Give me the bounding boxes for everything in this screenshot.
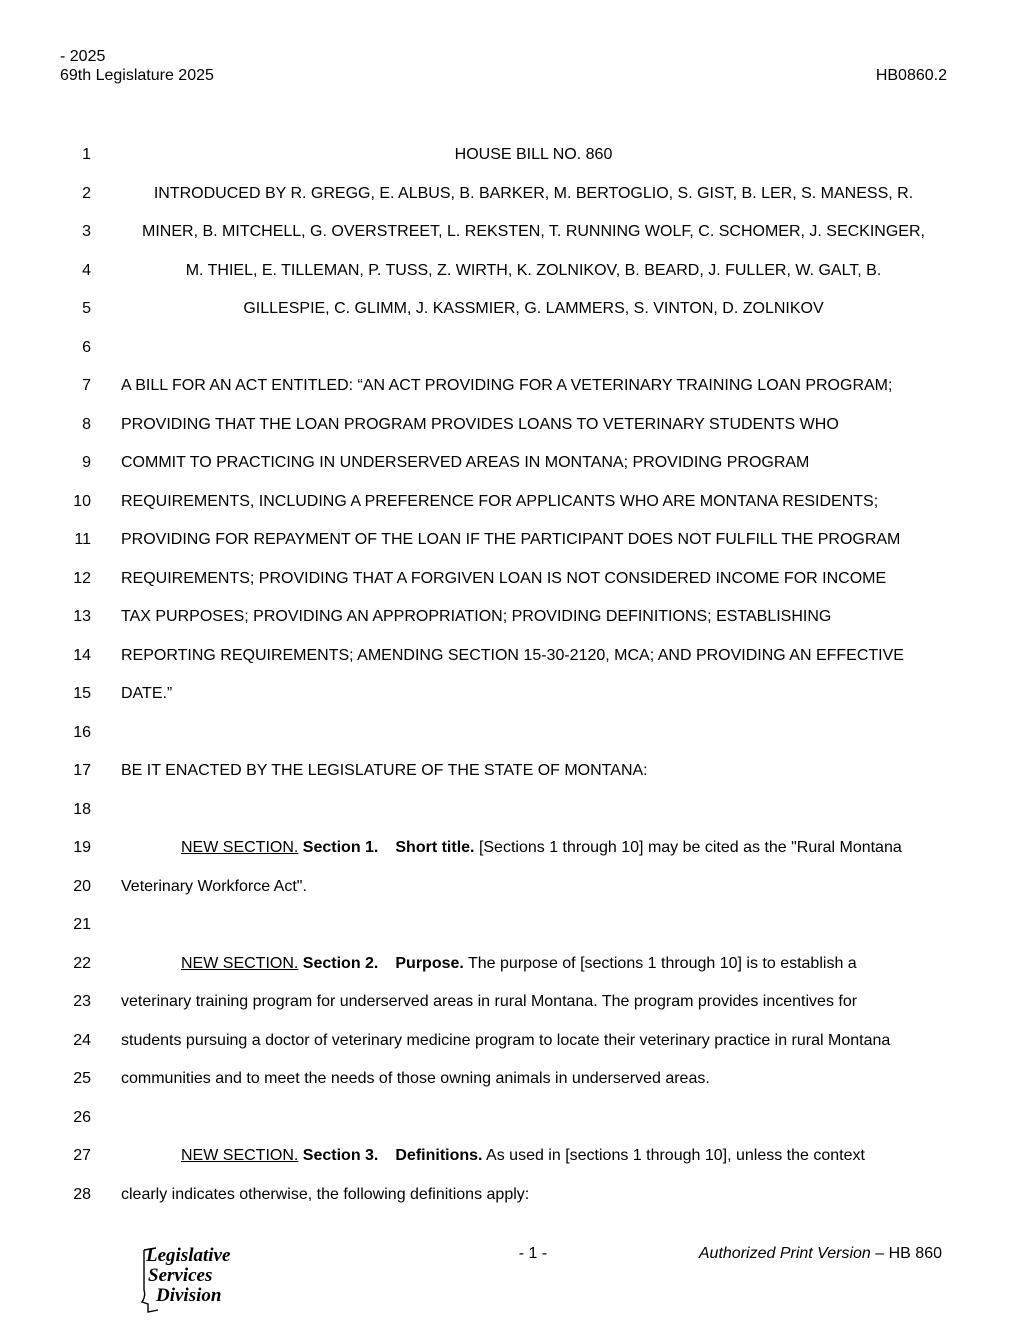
section-heading: Short title. — [395, 839, 475, 856]
line-text: DATE.” — [121, 685, 173, 702]
document-line — [0, 607, 1024, 645]
line-text: COMMIT TO PRACTICING IN UNDERSERVED AREAS IN MONTANA; PROVIDING PROGRAM — [121, 454, 810, 471]
line-number: 17 — [73, 762, 91, 779]
footer-dash: – — [875, 1245, 885, 1262]
document-line — [0, 1031, 1024, 1069]
section-heading: Purpose. — [395, 954, 464, 972]
document-line — [0, 492, 1024, 530]
line-number: 18 — [73, 800, 91, 818]
line-text: HOUSE BILL NO. 860 — [454, 146, 613, 163]
line-number: 11 — [74, 531, 91, 548]
line-number: 19 — [73, 839, 91, 856]
line-text: BE IT ENACTED BY THE LEGISLATURE OF THE STATE OF MONTANA: — [121, 762, 648, 779]
line-number: 20 — [73, 877, 91, 895]
document-line — [0, 684, 1024, 722]
line-number: 16 — [73, 723, 91, 741]
document-line — [0, 1069, 1024, 1107]
line-number: 7 — [82, 377, 91, 394]
document-line — [0, 877, 1024, 915]
line-text: PROVIDING FOR REPAYMENT OF THE LOAN IF THE PARTICIPANT DOES NOT FULFILL THE PROGRAM — [121, 531, 901, 548]
line-text: PROVIDING THAT THE LOAN PROGRAM PROVIDES LOANS TO VETERINARY STUDENTS WHO — [121, 415, 839, 433]
line-text: MINER, B. MITCHELL, G. OVERSTREET, L. REKSTEN, T. RUNNING WOLF, C. SCHOMER, J. SECKINGER, — [142, 223, 925, 240]
line-text — [121, 954, 946, 974]
line-text — [121, 1146, 946, 1166]
header-bill-code: HB0860.2 — [875, 67, 947, 84]
line-number: 24 — [73, 1031, 91, 1049]
document-line — [0, 338, 1024, 376]
document-line — [0, 800, 1024, 838]
document-line — [0, 1185, 1024, 1223]
new-section-label: NEW SECTION. — [181, 954, 299, 972]
legislative-services-division-logo — [134, 1244, 254, 1314]
new-section-label: NEW SECTION. — [181, 1147, 299, 1164]
document-line — [0, 453, 1024, 491]
line-text: A BILL FOR AN ACT ENTITLED: “AN ACT PROVIDING FOR A VETERINARY TRAINING LOAN PROGRAM; — [121, 377, 893, 394]
line-number: 22 — [73, 954, 91, 972]
section-text: As used in [sections 1 through 10], unless the context — [486, 1147, 865, 1164]
section-text: The purpose of [sections 1 through 10] is to establish a — [468, 954, 857, 972]
line-text: REQUIREMENTS; PROVIDING THAT A FORGIVEN LOAN IS NOT CONSIDERED INCOME FOR INCOME — [121, 569, 887, 587]
document-line — [0, 761, 1024, 799]
line-number: 14 — [73, 646, 91, 664]
line-text: students pursuing a doctor of veterinary medicine program to locate their veterinary practice in rural Montana — [121, 1031, 891, 1049]
document-line — [0, 1146, 1024, 1184]
line-number: 1 — [82, 146, 91, 163]
line-number: 8 — [82, 415, 91, 433]
footer-authorized-version — [699, 1245, 942, 1263]
header-year-marker: - 2025 — [60, 48, 106, 65]
line-number: 9 — [82, 454, 91, 471]
line-number: 10 — [73, 492, 91, 510]
line-number: 23 — [73, 993, 91, 1010]
document-line — [0, 530, 1024, 568]
new-section-label: NEW SECTION. — [181, 839, 299, 856]
logo-line-legislative: Legislative — [146, 1245, 231, 1266]
header-legislature: 69th Legislature 2025 — [60, 67, 214, 84]
document-line — [0, 992, 1024, 1030]
line-text: REPORTING REQUIREMENTS; AMENDING SECTION 15-30-2120, MCA; AND PROVIDING AN EFFECTIVE — [121, 646, 904, 664]
document-line — [0, 1108, 1024, 1146]
line-number: 21 — [73, 916, 91, 933]
footer-authorized-label: Authorized Print Version — [698, 1245, 871, 1262]
logo-line-division: Division — [156, 1285, 222, 1306]
line-number: 3 — [82, 223, 91, 240]
document-line — [0, 184, 1024, 222]
line-text: GILLESPIE, C. GLIMM, J. KASSMIER, G. LAMMERS, S. VINTON, D. ZOLNIKOV — [243, 300, 824, 317]
line-text — [121, 838, 946, 858]
document-line — [0, 915, 1024, 953]
document-line — [0, 646, 1024, 684]
line-number: 12 — [73, 569, 91, 587]
section-number: Section 2. — [302, 954, 379, 972]
section-number: Section 1. — [302, 839, 379, 856]
section-heading: Definitions. — [395, 1147, 483, 1164]
line-text: communities and to meet the needs of those owning animals in underserved areas. — [121, 1070, 710, 1087]
document-line — [0, 723, 1024, 761]
line-number: 13 — [73, 608, 91, 625]
footer-bill-number: HB 860 — [888, 1245, 942, 1262]
line-text: REQUIREMENTS, INCLUDING A PREFERENCE FOR APPLICANTS WHO ARE MONTANA RESIDENTS; — [121, 492, 879, 510]
line-text: TAX PURPOSES; PROVIDING AN APPROPRIATION; PROVIDING DEFINITIONS; ESTABLISHING — [121, 608, 832, 625]
line-number: 25 — [73, 1070, 91, 1087]
footer-page-number: - 1 - — [518, 1245, 548, 1262]
document-line — [0, 569, 1024, 607]
document-line — [0, 261, 1024, 299]
section-text: [Sections 1 through 10] may be cited as the "Rural Montana — [478, 839, 902, 856]
line-number: 2 — [82, 184, 91, 202]
logo-line-services: Services — [148, 1265, 213, 1286]
line-number: 6 — [82, 338, 91, 356]
line-number: 4 — [82, 261, 91, 279]
document-line — [0, 222, 1024, 260]
document-line — [0, 299, 1024, 337]
section-number: Section 3. — [302, 1147, 379, 1164]
line-text: M. THIEL, E. TILLEMAN, P. TUSS, Z. WIRTH, K. ZOLNIKOV, B. BEARD, J. FULLER, W. GALT, B. — [185, 261, 882, 279]
line-number: 15 — [73, 685, 91, 702]
line-text: INTRODUCED BY R. GREGG, E. ALBUS, B. BARKER, M. BERTOGLIO, S. GIST, B. LER, S. MANESS, R. — [153, 184, 914, 202]
document-line — [0, 838, 1024, 876]
line-text: Veterinary Workforce Act". — [121, 877, 307, 895]
document-line — [0, 145, 1024, 183]
document-line — [0, 415, 1024, 453]
line-number: 27 — [73, 1147, 91, 1164]
line-number: 26 — [73, 1108, 91, 1126]
line-text: clearly indicates otherwise, the following definitions apply: — [121, 1185, 530, 1203]
document-line — [0, 376, 1024, 414]
line-number: 28 — [73, 1185, 91, 1203]
document-line — [0, 954, 1024, 992]
line-number: 5 — [82, 300, 91, 317]
line-text: veterinary training program for underserved areas in rural Montana. The program provides incentives for — [121, 993, 858, 1010]
